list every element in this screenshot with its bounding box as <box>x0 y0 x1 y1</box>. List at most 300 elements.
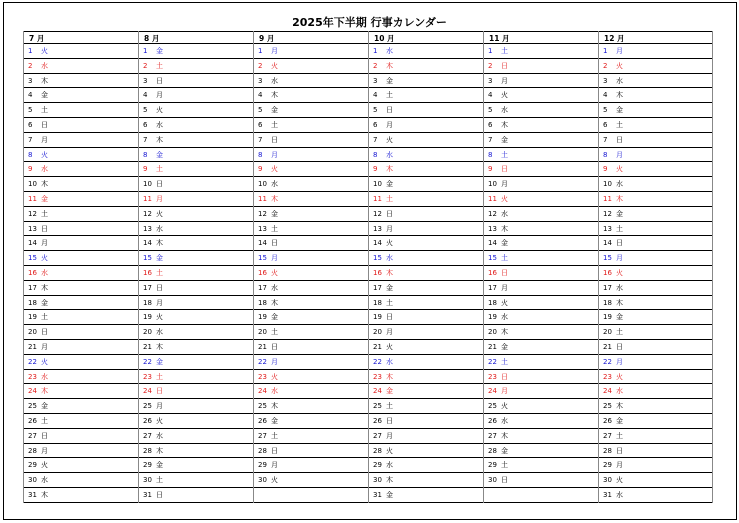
day-number: 5 <box>258 106 263 115</box>
day-row[interactable] <box>254 118 368 133</box>
weekday-label: 木 <box>41 76 48 85</box>
day-number: 2 <box>143 61 148 70</box>
day-row[interactable] <box>24 162 138 177</box>
day-row[interactable] <box>484 488 598 503</box>
weekday-label: 日 <box>156 76 163 85</box>
weekday-label: 木 <box>616 91 623 100</box>
day-row[interactable] <box>139 44 253 59</box>
day-row[interactable] <box>139 310 253 325</box>
day-number: 6 <box>143 120 148 129</box>
day-row[interactable] <box>139 488 253 503</box>
day-row[interactable] <box>369 310 483 325</box>
day-row[interactable] <box>24 177 138 192</box>
day-row[interactable] <box>484 266 598 281</box>
month-header: 7 月 <box>24 31 138 44</box>
day-row[interactable] <box>24 207 138 222</box>
day-row[interactable] <box>599 310 712 325</box>
weekday-label: 水 <box>41 268 48 277</box>
day-row[interactable] <box>24 251 138 266</box>
day-number: 15 <box>28 254 37 263</box>
day-row[interactable] <box>484 251 598 266</box>
weekday-label: 水 <box>616 283 623 292</box>
weekday-label: 金 <box>386 283 393 292</box>
day-row[interactable] <box>484 103 598 118</box>
weekday-label: 木 <box>156 446 163 455</box>
day-row[interactable] <box>24 296 138 311</box>
day-row[interactable] <box>484 325 598 340</box>
day-number: 4 <box>28 91 33 100</box>
day-row[interactable] <box>24 414 138 429</box>
day-number: 22 <box>258 357 267 366</box>
day-row[interactable] <box>254 444 368 459</box>
weekday-label: 木 <box>41 490 48 499</box>
weekday-label: 土 <box>386 298 393 307</box>
day-row[interactable] <box>599 59 712 74</box>
day-row[interactable] <box>369 458 483 473</box>
weekday-label: 火 <box>41 461 48 470</box>
day-number: 11 <box>143 194 152 203</box>
day-number: 17 <box>28 283 37 292</box>
day-row[interactable] <box>484 399 598 414</box>
day-number: 11 <box>488 194 497 203</box>
weekday-label: 月 <box>41 135 48 144</box>
day-row[interactable] <box>599 162 712 177</box>
day-row[interactable] <box>254 236 368 251</box>
day-number: 20 <box>143 328 152 337</box>
day-row[interactable] <box>369 222 483 237</box>
day-row[interactable] <box>369 325 483 340</box>
weekday-label: 火 <box>271 61 278 70</box>
day-row[interactable] <box>139 429 253 444</box>
day-row[interactable] <box>369 133 483 148</box>
day-row[interactable] <box>484 148 598 163</box>
weekday-label: 木 <box>156 135 163 144</box>
day-row[interactable] <box>484 177 598 192</box>
day-row[interactable] <box>254 44 368 59</box>
day-row[interactable] <box>254 429 368 444</box>
weekday-label: 水 <box>271 180 278 189</box>
day-number: 4 <box>258 91 263 100</box>
day-row[interactable] <box>369 370 483 385</box>
day-row[interactable] <box>484 429 598 444</box>
day-row[interactable] <box>599 296 712 311</box>
day-row[interactable] <box>369 192 483 207</box>
day-number: 20 <box>28 328 37 337</box>
day-row[interactable] <box>369 340 483 355</box>
day-row[interactable] <box>599 236 712 251</box>
weekday-label: 水 <box>386 47 393 55</box>
day-row[interactable] <box>139 162 253 177</box>
day-row[interactable] <box>369 207 483 222</box>
weekday-label: 月 <box>386 328 393 337</box>
day-row[interactable] <box>254 88 368 103</box>
day-row[interactable] <box>369 59 483 74</box>
weekday-label: 火 <box>271 165 278 174</box>
day-row[interactable] <box>599 429 712 444</box>
day-row[interactable] <box>599 266 712 281</box>
day-row[interactable] <box>484 207 598 222</box>
day-row[interactable] <box>369 488 483 503</box>
day-row[interactable] <box>599 370 712 385</box>
day-number: 11 <box>603 194 612 203</box>
day-number: 12 <box>258 209 267 218</box>
day-row[interactable] <box>139 296 253 311</box>
day-row[interactable] <box>369 236 483 251</box>
day-row[interactable] <box>254 399 368 414</box>
day-number: 28 <box>488 446 497 455</box>
weekday-label: 土 <box>616 431 623 440</box>
day-row[interactable] <box>599 74 712 89</box>
day-number: 25 <box>258 402 267 411</box>
day-number: 4 <box>488 91 493 100</box>
day-row[interactable] <box>254 177 368 192</box>
day-row[interactable] <box>254 133 368 148</box>
day-number: 14 <box>373 239 382 248</box>
day-row[interactable] <box>599 222 712 237</box>
weekday-label: 日 <box>156 387 163 396</box>
weekday-label: 金 <box>156 47 163 55</box>
day-row[interactable] <box>484 236 598 251</box>
month-header: 11 月 <box>484 31 598 44</box>
day-row[interactable] <box>369 74 483 89</box>
day-row[interactable] <box>24 444 138 459</box>
day-row[interactable] <box>139 88 253 103</box>
day-row[interactable] <box>24 325 138 340</box>
day-row[interactable] <box>484 310 598 325</box>
day-row[interactable] <box>24 370 138 385</box>
day-row[interactable] <box>369 266 483 281</box>
weekday-label: 金 <box>386 76 393 85</box>
day-row[interactable] <box>599 473 712 488</box>
day-number: 14 <box>143 239 152 248</box>
day-row[interactable] <box>369 88 483 103</box>
day-row[interactable] <box>24 44 138 59</box>
day-row[interactable] <box>484 458 598 473</box>
day-row[interactable] <box>484 222 598 237</box>
day-number: 6 <box>488 120 493 129</box>
day-row[interactable] <box>24 192 138 207</box>
day-row[interactable] <box>254 488 368 503</box>
day-row[interactable] <box>599 103 712 118</box>
day-row[interactable] <box>484 59 598 74</box>
day-row[interactable] <box>24 103 138 118</box>
day-row[interactable] <box>254 384 368 399</box>
day-row[interactable] <box>24 399 138 414</box>
day-number: 15 <box>373 254 382 263</box>
day-row[interactable] <box>24 88 138 103</box>
day-row[interactable] <box>369 296 483 311</box>
day-row[interactable] <box>139 458 253 473</box>
weekday-label: 月 <box>501 387 508 396</box>
weekday-label: 水 <box>501 209 508 218</box>
day-row[interactable] <box>254 414 368 429</box>
day-number: 8 <box>603 150 608 159</box>
day-row[interactable] <box>254 473 368 488</box>
weekday-label: 水 <box>156 328 163 337</box>
day-row[interactable] <box>484 355 598 370</box>
day-row[interactable] <box>484 88 598 103</box>
day-row[interactable] <box>599 325 712 340</box>
day-row[interactable] <box>484 74 598 89</box>
day-row[interactable] <box>139 355 253 370</box>
day-row[interactable] <box>254 281 368 296</box>
weekday-label: 月 <box>41 239 48 248</box>
day-row[interactable] <box>369 118 483 133</box>
day-row[interactable] <box>254 192 368 207</box>
day-row[interactable] <box>139 177 253 192</box>
day-row[interactable] <box>139 340 253 355</box>
weekday-label: 月 <box>616 254 623 263</box>
day-row[interactable] <box>369 414 483 429</box>
day-row[interactable] <box>139 118 253 133</box>
day-row[interactable] <box>599 207 712 222</box>
day-row[interactable] <box>24 429 138 444</box>
day-row[interactable] <box>24 222 138 237</box>
month-column <box>253 31 368 503</box>
day-row[interactable] <box>254 296 368 311</box>
day-row[interactable] <box>139 399 253 414</box>
day-number: 12 <box>28 209 37 218</box>
day-row[interactable] <box>484 473 598 488</box>
day-row[interactable] <box>139 325 253 340</box>
weekday-label: 木 <box>386 268 393 277</box>
day-row[interactable] <box>484 340 598 355</box>
day-row[interactable] <box>254 458 368 473</box>
weekday-label: 土 <box>41 313 48 322</box>
day-row[interactable] <box>254 103 368 118</box>
day-row[interactable] <box>254 148 368 163</box>
weekday-label: 日 <box>501 372 508 381</box>
day-row[interactable] <box>484 281 598 296</box>
day-number: 2 <box>258 61 263 70</box>
weekday-label: 火 <box>616 476 623 485</box>
day-row[interactable] <box>599 488 712 503</box>
day-row[interactable] <box>599 399 712 414</box>
day-number: 23 <box>258 372 267 381</box>
day-row[interactable] <box>24 488 138 503</box>
day-row[interactable] <box>24 355 138 370</box>
day-row[interactable] <box>369 103 483 118</box>
day-row[interactable] <box>139 370 253 385</box>
day-row[interactable] <box>369 444 483 459</box>
day-number: 22 <box>488 357 497 366</box>
day-row[interactable] <box>254 251 368 266</box>
weekday-label: 木 <box>501 431 508 440</box>
day-row[interactable] <box>254 162 368 177</box>
day-number: 7 <box>488 135 493 144</box>
day-row[interactable] <box>254 340 368 355</box>
day-row[interactable] <box>139 222 253 237</box>
weekday-label: 金 <box>386 490 393 499</box>
day-row[interactable] <box>599 133 712 148</box>
day-row[interactable] <box>254 74 368 89</box>
weekday-label: 水 <box>41 165 48 174</box>
day-row[interactable] <box>369 251 483 266</box>
day-row[interactable] <box>484 118 598 133</box>
weekday-label: 水 <box>616 387 623 396</box>
day-row[interactable] <box>24 340 138 355</box>
day-row[interactable] <box>369 281 483 296</box>
day-number: 18 <box>373 298 382 307</box>
day-row[interactable] <box>484 192 598 207</box>
weekday-label: 土 <box>501 47 508 55</box>
day-row[interactable] <box>24 236 138 251</box>
day-row[interactable] <box>369 162 483 177</box>
day-row[interactable] <box>369 399 483 414</box>
weekday-label: 水 <box>41 61 48 70</box>
day-row[interactable] <box>484 414 598 429</box>
day-row[interactable] <box>24 74 138 89</box>
day-number: 27 <box>28 431 37 440</box>
day-number: 26 <box>373 416 382 425</box>
day-row[interactable] <box>24 473 138 488</box>
day-row[interactable] <box>484 162 598 177</box>
weekday-label: 火 <box>616 165 623 174</box>
day-row[interactable] <box>139 266 253 281</box>
day-row[interactable] <box>599 281 712 296</box>
weekday-label: 金 <box>41 91 48 100</box>
day-row[interactable] <box>254 355 368 370</box>
day-row[interactable] <box>24 59 138 74</box>
day-number: 1 <box>373 47 378 55</box>
weekday-label: 月 <box>386 224 393 233</box>
weekday-label: 金 <box>271 209 278 218</box>
day-row[interactable] <box>599 340 712 355</box>
day-row[interactable] <box>369 384 483 399</box>
day-row[interactable] <box>484 370 598 385</box>
day-row[interactable] <box>254 266 368 281</box>
day-number: 6 <box>603 120 608 129</box>
weekday-label: 木 <box>386 476 393 485</box>
day-number: 13 <box>488 224 497 233</box>
day-row[interactable] <box>369 44 483 59</box>
day-row[interactable] <box>484 133 598 148</box>
day-row[interactable] <box>369 148 483 163</box>
day-row[interactable] <box>139 207 253 222</box>
day-row[interactable] <box>24 384 138 399</box>
day-row[interactable] <box>599 414 712 429</box>
day-row[interactable] <box>484 296 598 311</box>
day-row[interactable] <box>139 384 253 399</box>
day-row[interactable] <box>24 281 138 296</box>
day-number: 16 <box>28 268 37 277</box>
day-number: 21 <box>258 342 267 351</box>
weekday-label: 木 <box>616 194 623 203</box>
day-row[interactable] <box>599 118 712 133</box>
day-row[interactable] <box>599 384 712 399</box>
day-number: 23 <box>143 372 152 381</box>
day-row[interactable] <box>254 59 368 74</box>
day-number: 3 <box>258 76 263 85</box>
weekday-label: 水 <box>41 372 48 381</box>
day-row[interactable] <box>599 444 712 459</box>
day-row[interactable] <box>139 192 253 207</box>
day-row[interactable] <box>254 310 368 325</box>
day-row[interactable] <box>24 118 138 133</box>
day-row[interactable] <box>369 429 483 444</box>
day-number: 28 <box>603 446 612 455</box>
day-row[interactable] <box>254 207 368 222</box>
day-row[interactable] <box>139 148 253 163</box>
day-number: 17 <box>143 283 152 292</box>
calendar-grid <box>23 31 713 503</box>
weekday-label: 土 <box>501 254 508 263</box>
day-row[interactable] <box>24 133 138 148</box>
weekday-label: 土 <box>616 120 623 129</box>
weekday-label: 火 <box>156 313 163 322</box>
day-row[interactable] <box>484 444 598 459</box>
month-column <box>483 31 598 503</box>
day-number: 25 <box>143 402 152 411</box>
page-title: 2025年下半期 行事カレンダー <box>292 16 447 29</box>
day-number: 7 <box>28 135 33 144</box>
day-row[interactable] <box>254 325 368 340</box>
day-row[interactable] <box>139 74 253 89</box>
day-number: 19 <box>28 313 37 322</box>
day-row[interactable] <box>369 355 483 370</box>
day-row[interactable] <box>139 281 253 296</box>
day-row[interactable] <box>484 44 598 59</box>
day-number: 20 <box>258 328 267 337</box>
day-row[interactable] <box>599 192 712 207</box>
day-number: 19 <box>488 313 497 322</box>
day-number: 30 <box>488 476 497 485</box>
day-number: 15 <box>488 254 497 263</box>
day-row[interactable] <box>24 310 138 325</box>
day-row[interactable] <box>139 103 253 118</box>
day-row[interactable] <box>599 355 712 370</box>
day-number: 7 <box>143 135 148 144</box>
weekday-label: 土 <box>501 357 508 366</box>
day-number: 29 <box>603 461 612 470</box>
weekday-label: 金 <box>616 209 623 218</box>
day-row[interactable] <box>599 458 712 473</box>
day-row[interactable] <box>139 236 253 251</box>
day-number: 11 <box>28 194 37 203</box>
day-row[interactable] <box>139 473 253 488</box>
day-row[interactable] <box>139 444 253 459</box>
day-row[interactable] <box>24 148 138 163</box>
day-row[interactable] <box>254 370 368 385</box>
weekday-label: 火 <box>41 47 48 55</box>
day-number: 9 <box>488 165 493 174</box>
day-row[interactable] <box>139 251 253 266</box>
weekday-label: 火 <box>386 446 393 455</box>
day-row[interactable] <box>24 266 138 281</box>
day-row[interactable] <box>24 458 138 473</box>
day-row[interactable] <box>369 177 483 192</box>
day-row[interactable] <box>254 222 368 237</box>
weekday-label: 金 <box>156 357 163 366</box>
day-row[interactable] <box>484 384 598 399</box>
day-number: 17 <box>488 283 497 292</box>
weekday-label: 月 <box>501 180 508 189</box>
weekday-label: 木 <box>386 165 393 174</box>
day-row[interactable] <box>599 88 712 103</box>
weekday-label: 木 <box>41 180 48 189</box>
day-number: 14 <box>28 239 37 248</box>
day-row[interactable] <box>139 414 253 429</box>
day-row[interactable] <box>599 251 712 266</box>
day-row[interactable] <box>369 473 483 488</box>
day-row[interactable] <box>139 133 253 148</box>
day-number: 4 <box>373 91 378 100</box>
day-row[interactable] <box>139 59 253 74</box>
weekday-label: 金 <box>616 416 623 425</box>
day-row[interactable] <box>599 177 712 192</box>
day-row[interactable] <box>599 44 712 59</box>
day-row[interactable] <box>599 148 712 163</box>
